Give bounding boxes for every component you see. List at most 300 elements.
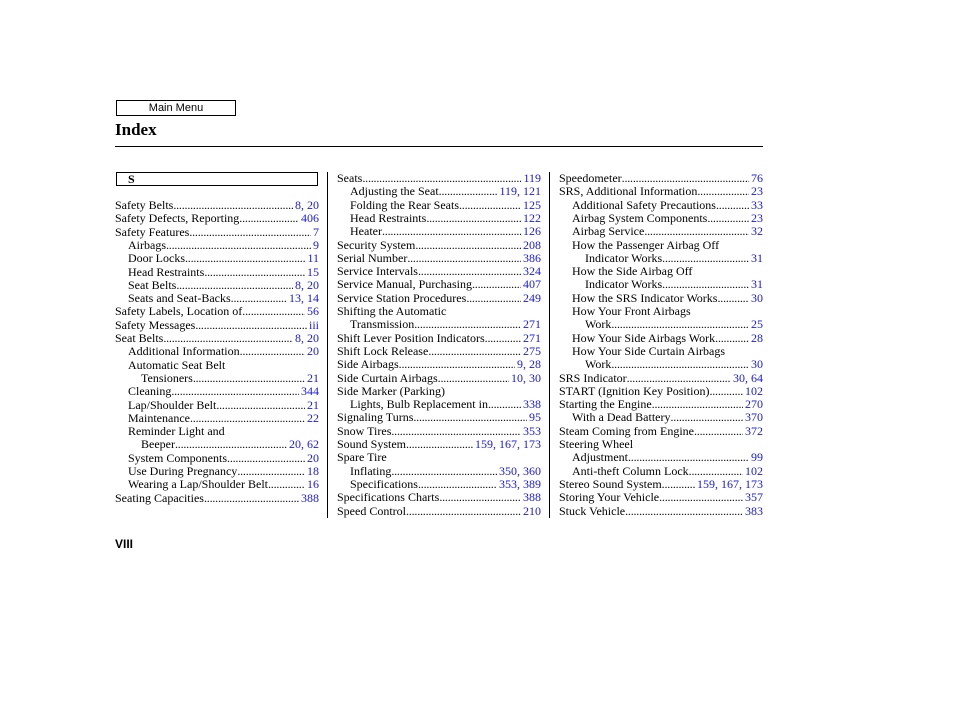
page-link[interactable]: 9 xyxy=(313,237,319,252)
index-entry-label: Sound System xyxy=(337,437,407,451)
page-link[interactable]: 30 xyxy=(529,370,541,385)
page-refs xyxy=(521,504,541,518)
index-entry-label: Security System xyxy=(337,237,416,252)
page-refs xyxy=(749,198,763,212)
index-entry-label: Snow Tires xyxy=(337,423,392,438)
dot-leader xyxy=(488,397,521,411)
page-refs xyxy=(305,464,319,478)
page-link[interactable]: 119 xyxy=(523,171,541,185)
dot-leader xyxy=(237,464,305,478)
index-entry xyxy=(559,184,763,198)
index-entry-label: Safety Messages xyxy=(115,317,196,332)
dot-leader xyxy=(439,184,498,198)
page-link[interactable]: 344 xyxy=(301,384,319,399)
page-link[interactable]: 271 xyxy=(523,317,541,332)
index-entry xyxy=(115,265,319,279)
page-link[interactable]: 119 xyxy=(499,184,517,199)
dot-leader xyxy=(382,224,521,238)
index-entry-label: How Your Side Airbags Work xyxy=(572,330,716,345)
page-link[interactable]: 125 xyxy=(523,197,541,212)
page-link[interactable]: 31 xyxy=(751,250,763,265)
page-link[interactable]: 275 xyxy=(523,343,541,358)
index-entry-label: Beeper xyxy=(141,437,175,452)
page-link[interactable]: 18 xyxy=(307,464,319,478)
page-refs xyxy=(521,424,541,438)
page-refs xyxy=(743,464,763,478)
index-entry xyxy=(115,437,319,451)
index-entry xyxy=(337,291,541,305)
page-link[interactable]: 386 xyxy=(523,250,541,265)
index-entry xyxy=(115,371,319,385)
index-entry-label: Steam Coming from Engine xyxy=(559,423,694,438)
index-entry-label: Airbag System Components xyxy=(572,210,708,225)
index-entry-label: Safety Features xyxy=(115,224,190,239)
index-entry xyxy=(337,184,541,198)
index-entry-label: Safety Belts xyxy=(115,198,174,212)
index-entry-label: SRS Indicator xyxy=(559,370,627,385)
page-link[interactable]: 9 xyxy=(517,357,523,372)
page-refs xyxy=(749,277,763,291)
dot-leader xyxy=(407,251,521,265)
index-entry-label: Tensioners xyxy=(141,370,193,385)
dot-leader xyxy=(418,477,497,491)
index-entry-label: Speed Control xyxy=(337,503,406,518)
dot-leader xyxy=(670,410,743,424)
page-link[interactable]: 271 xyxy=(523,330,541,345)
dot-leader xyxy=(190,411,305,425)
dot-leader xyxy=(644,224,749,238)
index-entry-label: Head Restraints xyxy=(128,264,205,279)
page-refs xyxy=(521,397,541,411)
index-entry xyxy=(337,264,541,278)
index-entry-label: Transmission xyxy=(350,317,415,332)
index-entry xyxy=(337,504,541,518)
dot-leader xyxy=(216,398,305,412)
index-entry-label: Inflating xyxy=(350,463,392,478)
index-entry xyxy=(115,424,319,438)
index-entry-label: Serial Number xyxy=(337,250,408,265)
dot-leader xyxy=(406,437,473,451)
index-entry xyxy=(559,397,763,411)
page-refs xyxy=(521,291,541,305)
index-entry-label: Seat Belts xyxy=(115,331,164,345)
index-entry xyxy=(559,171,763,185)
index-entry xyxy=(559,357,763,371)
index-entry xyxy=(115,491,319,505)
page-link[interactable]: 95 xyxy=(529,410,541,425)
index-entry-label: Service Station Procedures xyxy=(337,290,467,305)
page-refs xyxy=(305,451,319,465)
index-entry xyxy=(337,224,541,238)
page-link[interactable]: 338 xyxy=(523,397,541,412)
index-entry xyxy=(559,251,763,265)
page-refs xyxy=(305,265,319,279)
index-entry xyxy=(559,450,763,464)
index-entry xyxy=(337,317,541,331)
index-entry-label: Door Locks xyxy=(128,251,185,266)
index-entry xyxy=(337,424,541,438)
index-entry-label: How the Passenger Airbag Off xyxy=(572,237,720,252)
index-entry-label: Seats and Seat-Backs xyxy=(128,291,231,306)
index-entry-label: Seats xyxy=(337,171,363,185)
dot-leader xyxy=(231,291,287,305)
page-link[interactable]: 20 xyxy=(307,450,319,465)
page-link[interactable]: 16 xyxy=(307,477,319,492)
page-link[interactable]: 357 xyxy=(745,490,763,505)
index-entry xyxy=(115,318,319,332)
page-refs xyxy=(305,344,319,358)
page-link[interactable]: iii xyxy=(308,317,319,332)
dot-leader xyxy=(414,317,521,331)
page-refs xyxy=(305,304,319,318)
dot-leader xyxy=(173,198,293,212)
dot-leader xyxy=(466,291,521,305)
index-entry xyxy=(337,357,541,371)
page-refs xyxy=(521,264,541,278)
page-link[interactable]: 15 xyxy=(307,264,319,279)
page-link[interactable]: 33 xyxy=(751,197,763,212)
index-entry-label: System Components xyxy=(128,450,228,465)
index-entry xyxy=(559,317,763,331)
page-link[interactable]: 102 xyxy=(745,383,763,398)
page-link[interactable]: 11 xyxy=(307,251,319,266)
index-entry-label: Indicator Works xyxy=(585,277,663,292)
page-link[interactable]: 20 xyxy=(307,331,319,345)
dot-leader xyxy=(239,211,299,225)
index-entry-label: Head Restraints xyxy=(350,210,427,225)
dot-leader xyxy=(627,371,731,385)
index-entry xyxy=(559,264,763,278)
dot-leader xyxy=(227,451,305,465)
page-link[interactable]: 30 xyxy=(751,290,763,305)
page-link[interactable]: 370 xyxy=(745,410,763,425)
index-entry-label: Folding the Rear Seats xyxy=(350,197,459,212)
dot-leader xyxy=(652,397,743,411)
page-refs: 20, 62 xyxy=(289,437,319,452)
index-entry-label: How the SRS Indicator Works xyxy=(572,290,718,305)
page-refs: 10, 30 xyxy=(511,370,541,385)
page-link[interactable]: 360 xyxy=(523,463,541,478)
page-refs xyxy=(521,251,541,265)
index-entry-label: Service Manual, Purchasing xyxy=(337,277,472,292)
dot-leader xyxy=(268,477,305,491)
page-link[interactable]: 270 xyxy=(745,397,763,412)
page-refs xyxy=(307,318,319,332)
dot-leader xyxy=(709,384,743,398)
index-entry-label: Side Marker (Parking) xyxy=(337,383,445,398)
index-entry-label: Cleaning xyxy=(128,384,172,399)
dot-leader xyxy=(163,331,293,345)
page-link[interactable]: 159 xyxy=(475,437,493,451)
dot-leader xyxy=(485,331,521,345)
page-link[interactable]: 56 xyxy=(307,304,319,319)
page-refs xyxy=(521,224,541,238)
index-entry-label: Wearing a Lap/Shoulder Belt xyxy=(128,477,268,492)
index-entry-label: Airbags xyxy=(128,237,166,252)
page-link[interactable]: 14 xyxy=(307,291,319,306)
dot-leader xyxy=(662,251,749,265)
index-entry-label: Speedometer xyxy=(559,171,622,185)
page-link[interactable]: 159 xyxy=(697,476,715,491)
page-link[interactable]: 8 xyxy=(295,277,301,292)
index-entry xyxy=(337,238,541,252)
page-link[interactable]: 383 xyxy=(745,503,763,518)
page-link[interactable]: 10 xyxy=(511,370,523,385)
page-refs xyxy=(749,184,763,198)
page-link[interactable]: 173 xyxy=(745,476,763,491)
page-refs xyxy=(749,291,763,305)
main-menu-button[interactable]: Main Menu xyxy=(116,100,236,116)
page-link[interactable]: 20 xyxy=(307,344,319,359)
index-entry xyxy=(115,398,319,412)
index-entry xyxy=(115,251,319,265)
page-link[interactable]: 7 xyxy=(313,224,319,239)
page-link[interactable]: 30 xyxy=(751,357,763,372)
page-link[interactable]: 20 xyxy=(289,437,301,452)
dot-leader xyxy=(662,277,749,291)
dot-leader xyxy=(242,304,305,318)
page-link[interactable]: 28 xyxy=(529,357,541,372)
page-link[interactable]: 31 xyxy=(751,277,763,292)
index-entry xyxy=(337,410,541,424)
page-refs xyxy=(749,450,763,464)
page-link[interactable]: 210 xyxy=(523,503,541,518)
index-entry-label: Work xyxy=(585,357,612,372)
page-refs xyxy=(749,331,763,345)
index-entry-label: Safety Defects, Reporting xyxy=(115,211,240,226)
page-refs xyxy=(305,398,319,412)
index-entry-label: Lights, Bulb Replacement in xyxy=(350,397,488,412)
page-link[interactable]: 406 xyxy=(301,211,319,226)
page-link[interactable]: 64 xyxy=(751,370,763,385)
index-entry-label: With a Dead Battery xyxy=(572,410,671,425)
dot-leader xyxy=(418,264,521,278)
page-link[interactable]: 388 xyxy=(523,490,541,505)
page-link[interactable]: 21 xyxy=(307,397,319,412)
dot-leader xyxy=(391,464,497,478)
page-link[interactable]: 353 xyxy=(523,423,541,438)
index-entry-label: Signaling Turns xyxy=(337,410,414,425)
page-link[interactable]: 25 xyxy=(751,317,763,332)
dot-leader xyxy=(204,265,305,279)
index-entry xyxy=(559,424,763,438)
page-link[interactable]: 20 xyxy=(307,277,319,292)
page-refs xyxy=(749,317,763,331)
index-entry-label: Shift Lever Position Indicators xyxy=(337,330,485,345)
page-link[interactable]: 8 xyxy=(295,331,301,345)
column-divider xyxy=(549,172,550,518)
dot-leader xyxy=(176,278,293,292)
index-entry xyxy=(337,277,541,291)
page-refs: 350, 360 xyxy=(499,463,541,478)
page-refs xyxy=(521,211,541,225)
index-entry-label: Specifications Charts xyxy=(337,490,440,505)
dot-leader xyxy=(428,344,521,358)
dot-leader xyxy=(166,238,311,252)
page-refs: 8, 20 xyxy=(295,331,319,345)
dot-leader xyxy=(625,504,743,518)
page-refs xyxy=(521,198,541,212)
index-entry xyxy=(559,344,763,358)
page-link[interactable]: 121 xyxy=(523,184,541,199)
index-entry-label: Additional Safety Precautions xyxy=(572,197,716,212)
page-link[interactable]: 102 xyxy=(745,463,763,478)
page-link[interactable]: 249 xyxy=(523,290,541,305)
page-refs xyxy=(743,490,763,504)
page-link[interactable]: 167 xyxy=(721,476,739,491)
dot-leader xyxy=(415,238,521,252)
index-entry-label: Storing Your Vehicle xyxy=(559,490,660,505)
dot-leader xyxy=(406,504,521,518)
section-letter-header: S xyxy=(116,172,318,186)
index-entry xyxy=(337,437,541,451)
index-entry xyxy=(115,451,319,465)
page-link[interactable]: 372 xyxy=(745,423,763,438)
page-link[interactable]: 62 xyxy=(307,437,319,452)
page-refs xyxy=(305,371,319,385)
index-entry xyxy=(337,211,541,225)
index-entry xyxy=(115,211,319,225)
index-entry-label: Service Intervals xyxy=(337,264,418,279)
page-link[interactable]: 23 xyxy=(751,210,763,225)
page-refs: 8, 20 xyxy=(295,198,319,212)
dot-leader xyxy=(204,491,299,505)
index-entry xyxy=(115,278,319,292)
page-link[interactable]: 21 xyxy=(307,370,319,385)
dot-leader xyxy=(659,490,743,504)
page-refs xyxy=(305,251,319,265)
index-entry xyxy=(337,251,541,265)
page-refs xyxy=(299,211,319,225)
page-refs xyxy=(743,397,763,411)
page-refs xyxy=(749,251,763,265)
index-entry xyxy=(115,225,319,239)
page-link[interactable]: 32 xyxy=(751,224,763,239)
page-link[interactable]: 30 xyxy=(733,370,745,385)
dot-leader xyxy=(426,211,521,225)
index-entry xyxy=(337,344,541,358)
index-entry-label: Seating Capacities xyxy=(115,490,204,505)
page-title: Index xyxy=(115,120,157,139)
index-entry xyxy=(559,238,763,252)
dot-leader xyxy=(171,384,299,398)
page-link[interactable]: 13 xyxy=(289,291,301,306)
dot-leader xyxy=(716,198,749,212)
index-entry-label: Spare Tire xyxy=(337,450,387,465)
index-entry-label: Maintenance xyxy=(128,410,190,425)
page-refs xyxy=(743,424,763,438)
page-refs xyxy=(521,277,541,291)
page-refs: 8, 20 xyxy=(295,277,319,292)
index-entry xyxy=(559,464,763,478)
index-entry xyxy=(115,291,319,305)
page-refs: 353, 389 xyxy=(499,476,541,491)
page-link[interactable]: 22 xyxy=(307,410,319,425)
dot-leader xyxy=(611,317,749,331)
page-link[interactable]: 407 xyxy=(523,277,541,292)
page-refs: 9, 28 xyxy=(517,357,541,372)
page-refs xyxy=(743,504,763,518)
index-entry-label: Starting the Engine xyxy=(559,397,652,412)
index-entry xyxy=(559,304,763,318)
index-entry-label: Use During Pregnancy xyxy=(128,464,238,478)
page-link[interactable]: 99 xyxy=(751,450,763,465)
index-entry xyxy=(559,277,763,291)
page-link[interactable]: 126 xyxy=(523,224,541,239)
dot-leader xyxy=(717,291,749,305)
index-entry-label: How Your Front Airbags xyxy=(572,304,691,318)
index-entry xyxy=(115,358,319,372)
index-entry xyxy=(337,304,541,318)
page-link[interactable]: 388 xyxy=(301,490,319,505)
page-refs xyxy=(527,410,541,424)
page-refs xyxy=(521,344,541,358)
index-entry-label: Heater xyxy=(350,224,382,239)
index-entry-label: Airbag Service xyxy=(572,224,645,239)
dot-leader xyxy=(175,437,287,451)
page-link[interactable]: 353 xyxy=(499,476,517,491)
page-link[interactable]: 208 xyxy=(523,237,541,252)
page-refs: 159, 167, 173 xyxy=(697,476,763,491)
index-entry-label: Lap/Shoulder Belt xyxy=(128,397,217,412)
index-entry-label: Additional Information xyxy=(128,344,240,359)
page-link[interactable]: 23 xyxy=(751,184,763,199)
page-link[interactable]: 324 xyxy=(523,264,541,279)
index-entry-label: Anti-theft Column Lock xyxy=(572,463,689,478)
page-refs xyxy=(521,238,541,252)
dot-leader xyxy=(662,477,695,491)
page-link[interactable]: 28 xyxy=(751,330,763,345)
page-link[interactable]: 350 xyxy=(499,463,517,478)
page-refs: 30, 64 xyxy=(733,370,763,385)
page-link[interactable]: 76 xyxy=(751,171,763,185)
page-link[interactable]: 173 xyxy=(523,437,541,451)
page-refs xyxy=(305,411,319,425)
dot-leader xyxy=(697,184,749,198)
page-link[interactable]: 389 xyxy=(523,476,541,491)
index-entry-label: How Your Side Curtain Airbags xyxy=(572,343,726,358)
index-entry xyxy=(337,198,541,212)
index-entry xyxy=(559,198,763,212)
page-refs xyxy=(749,224,763,238)
index-entry-label: Steering Wheel xyxy=(559,437,634,451)
dot-leader xyxy=(439,490,521,504)
index-entry xyxy=(115,331,319,345)
page-link[interactable]: 122 xyxy=(523,210,541,225)
index-entry xyxy=(559,477,763,491)
page-link[interactable]: 8 xyxy=(295,198,301,212)
page-refs xyxy=(305,477,319,491)
index-entry xyxy=(559,331,763,345)
index-entry xyxy=(115,238,319,252)
dot-leader xyxy=(362,171,521,185)
page-refs xyxy=(299,491,319,505)
dot-leader xyxy=(240,344,305,358)
index-entry xyxy=(559,291,763,305)
index-entry-label: Reminder Light and xyxy=(128,424,225,439)
page-refs xyxy=(749,211,763,225)
page-link[interactable]: 20 xyxy=(307,198,319,212)
index-entry xyxy=(559,490,763,504)
page-refs xyxy=(299,384,319,398)
index-entry-label: Work xyxy=(585,317,612,332)
page-refs: 159, 167, 173 xyxy=(475,437,541,451)
page-link[interactable]: 167 xyxy=(499,437,517,451)
index-entry-label: Seat Belts xyxy=(128,277,177,292)
index-entry xyxy=(115,411,319,425)
dot-leader xyxy=(438,371,509,385)
dot-leader xyxy=(694,424,743,438)
